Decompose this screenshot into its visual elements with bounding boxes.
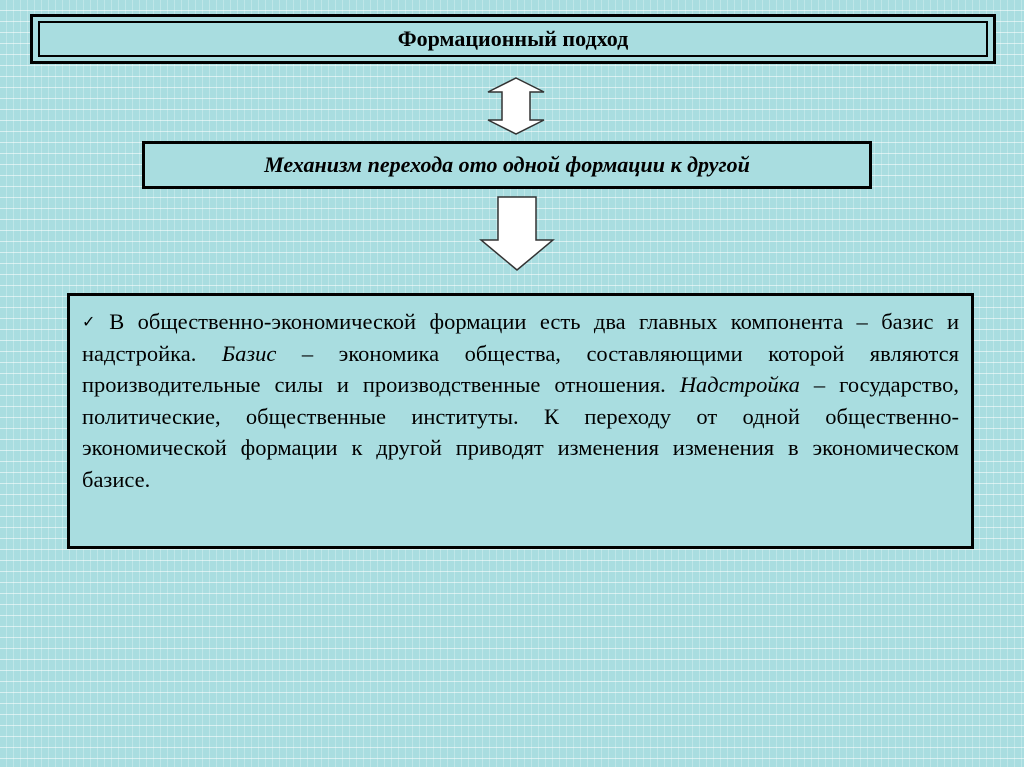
term-superstructure: Надстройка	[679, 372, 800, 397]
title-box-inner-frame	[38, 21, 988, 57]
content-part-1: В общественно-экономической формации есть два главных компонента – базис и надстройка.	[82, 309, 959, 366]
title-box	[30, 14, 996, 64]
content-part-3: – государство, политические, общественные институты. К переходу от одной общественно-экономической формации к другой приводят изменения изменения в экономическом базисе.	[82, 372, 960, 492]
mechanism-heading: Механизм перехода ото одной формации к другой	[264, 152, 750, 177]
term-basis: Базис	[221, 340, 277, 366]
double-arrow-icon	[486, 77, 546, 135]
content-part-2: – экономика общества, составляющими которой являются производительные силы и производственные отношения.	[82, 340, 959, 397]
down-arrow-icon	[479, 196, 555, 272]
page-title: Формационный подход	[397, 26, 629, 51]
content-box	[67, 293, 974, 549]
check-icon: ✓	[82, 312, 104, 331]
mechanism-box	[142, 141, 872, 189]
content-paragraph	[82, 306, 959, 495]
